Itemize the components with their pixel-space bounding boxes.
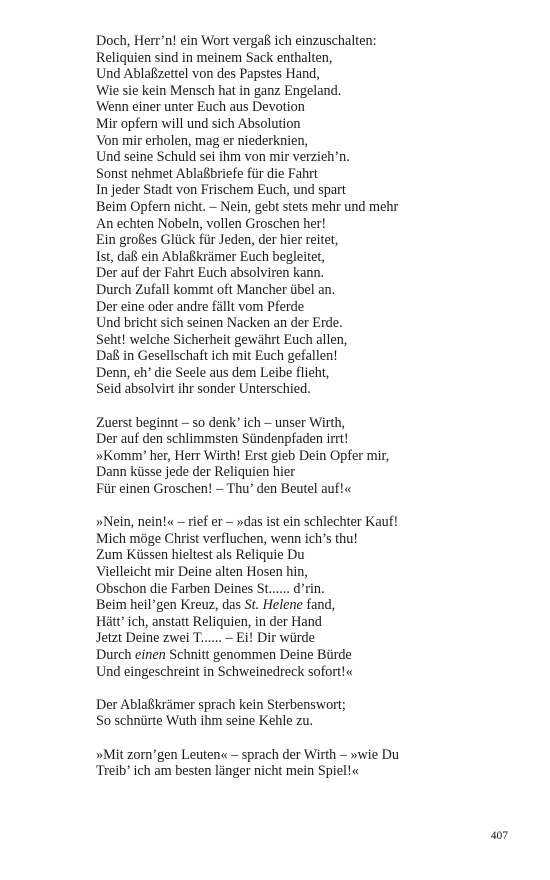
line-text: Und seine Schuld sei ihm von mir verzieh’n. xyxy=(96,149,350,166)
verse-line xyxy=(96,514,496,531)
verse-line xyxy=(96,365,496,382)
emphasized-text: St. Helene xyxy=(244,597,303,614)
line-text: Wenn einer unter Euch aus Devotion xyxy=(96,99,305,116)
verse-line xyxy=(96,763,496,780)
line-text: So schnürte Wuth ihm seine Kehle zu. xyxy=(96,713,314,730)
line-text: »Mit zorn’gen Leuten« – sprach der Wirth – »wie Du xyxy=(96,746,399,763)
stanza xyxy=(96,415,496,498)
line-text: Dann küsse jede der Reliquien hier xyxy=(96,464,295,481)
verse-line xyxy=(96,50,496,67)
verse-line xyxy=(96,216,496,233)
verse-line xyxy=(96,481,496,498)
line-text: Der auf den schlimmsten Sündenpfaden irrt! xyxy=(96,431,349,448)
stanza xyxy=(96,33,496,398)
line-text: Ein großes Glück für Jeden, der hier reitet, xyxy=(96,232,339,249)
line-text: Daß in Gesellschaft ich mit Euch gefallen! xyxy=(96,348,338,365)
line-text: Der eine oder andre fällt vom Pferde xyxy=(96,298,304,315)
verse-line xyxy=(96,315,496,332)
verse-line xyxy=(96,697,496,714)
line-text: Mir opfern will und sich Absolution xyxy=(96,115,301,132)
verse-line xyxy=(96,630,496,647)
verse-line xyxy=(96,199,496,216)
verse-line xyxy=(96,597,496,614)
verse-line xyxy=(96,531,496,548)
line-text: In jeder Stadt von Frischem Euch, und spart xyxy=(96,182,346,199)
line-text: Hätt’ ich, anstatt Reliquien, in der Hand xyxy=(96,613,322,630)
verse-line xyxy=(96,614,496,631)
stanza xyxy=(96,697,496,730)
line-text: Durch Zufall kommt oft Mancher übel an. xyxy=(96,281,336,298)
verse-line xyxy=(96,448,496,465)
line-text: Für einen Groschen! – Thu’ den Beutel auf!« xyxy=(96,481,352,498)
verse-line xyxy=(96,249,496,266)
line-text: Mich möge Christ verfluchen, wenn ich’s thu! xyxy=(96,530,359,547)
stanza xyxy=(96,747,496,780)
line-text: Zuerst beginnt – so denk’ ich – unser Wirth, xyxy=(96,414,346,431)
line-text: Jetzt Deine zwei T...... – Ei! Dir würde xyxy=(96,630,315,647)
verse-line xyxy=(96,348,496,365)
verse-line xyxy=(96,581,496,598)
verse-line xyxy=(96,713,496,730)
verse-line xyxy=(96,647,496,664)
line-text: Vielleicht mir Deine alten Hosen hin, xyxy=(96,564,308,580)
verse-line xyxy=(96,99,496,116)
verse-line xyxy=(96,33,496,50)
line-text: Doch, Herr’n! ein Wort vergaß ich einzuschalten: xyxy=(96,33,377,49)
poem-text xyxy=(96,33,496,796)
line-text: Und bricht sich seinen Nacken an der Erde. xyxy=(96,315,343,332)
verse-line xyxy=(96,381,496,398)
line-text: Zum Küssen hieltest als Reliquie Du xyxy=(96,547,305,564)
verse-line xyxy=(96,182,496,199)
line-text: Ist, daß ein Ablaßkrämer Euch begleitet, xyxy=(96,248,325,265)
line-text: Seid absolvirt ihr sonder Unterschied. xyxy=(96,381,311,398)
verse-line xyxy=(96,83,496,100)
line-text: Wie sie kein Mensch hat in ganz Engeland. xyxy=(96,82,342,99)
line-text: Der auf der Fahrt Euch absolviren kann. xyxy=(96,265,325,282)
line-text: An echten Nobeln, vollen Groschen her! xyxy=(96,215,327,232)
line-text: Von mir erholen, mag er niederknien, xyxy=(96,132,309,149)
line-text: »Komm’ her, Herr Wirth! Erst gieb Dein Opfer mir, xyxy=(96,447,390,464)
line-text: Treib’ ich am besten länger nicht mein Spiel!« xyxy=(96,763,359,780)
verse-line xyxy=(96,66,496,83)
verse-line xyxy=(96,282,496,299)
verse-line xyxy=(96,232,496,249)
page-number: 407 xyxy=(490,830,508,842)
verse-line xyxy=(96,415,496,432)
line-text: fand, xyxy=(302,597,336,614)
verse-line xyxy=(96,464,496,481)
line-text: Seht! welche Sicherheit gewährt Euch allen, xyxy=(96,331,348,348)
verse-line xyxy=(96,664,496,681)
verse-line xyxy=(96,332,496,349)
line-text: Der Ablaßkrämer sprach kein Sterbenswort; xyxy=(96,696,346,713)
line-text: Beim Opfern nicht. – Nein, gebt stets mehr und mehr xyxy=(96,198,399,215)
line-text: Beim heil’gen Kreuz, das xyxy=(96,597,245,614)
verse-line xyxy=(96,431,496,448)
line-text: Reliquien sind in meinem Sack enthalten, xyxy=(96,49,333,66)
line-text: Und Ablaßzettel von des Papstes Hand, xyxy=(96,66,320,83)
verse-line xyxy=(96,547,496,564)
verse-line xyxy=(96,149,496,166)
verse-line xyxy=(96,166,496,183)
line-text: Durch xyxy=(96,646,136,663)
line-text: Schnitt genommen Deine Bürde xyxy=(165,646,352,663)
line-text: Und eingeschreint in Schweinedreck sofort!« xyxy=(96,663,353,680)
stanza xyxy=(96,514,496,680)
verse-line xyxy=(96,747,496,764)
verse-line xyxy=(96,299,496,316)
verse-line xyxy=(96,564,496,581)
verse-line xyxy=(96,265,496,282)
verse-line xyxy=(96,133,496,150)
verse-line xyxy=(96,116,496,133)
line-text: Sonst nehmet Ablaßbriefe für die Fahrt xyxy=(96,165,318,182)
emphasized-text: einen xyxy=(135,646,166,663)
line-text: Denn, eh’ die Seele aus dem Leibe flieht, xyxy=(96,364,330,381)
line-text: »Nein, nein!« – rief er – »das ist ein schlechter Kauf! xyxy=(96,514,399,531)
line-text: Obschon die Farben Deines St...... d’rin. xyxy=(96,580,325,597)
